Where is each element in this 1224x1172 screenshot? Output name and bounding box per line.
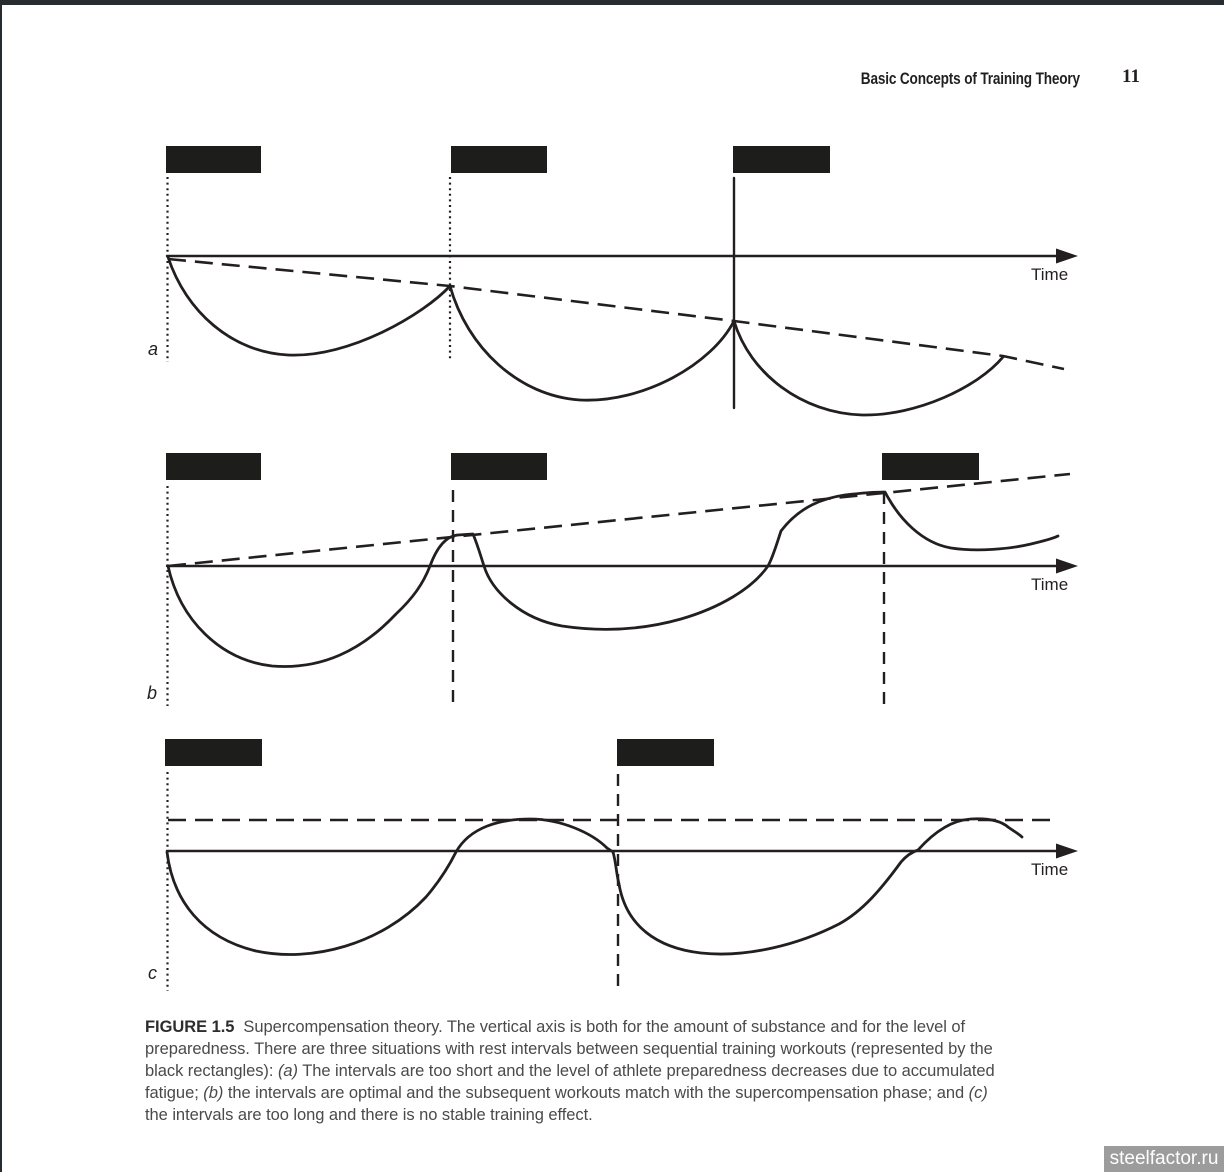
panel-a xyxy=(166,146,1078,415)
panel-label-c: c xyxy=(148,963,157,983)
workout-bar xyxy=(733,146,830,173)
fatigue-recovery-curve xyxy=(450,286,734,400)
caption-line: FIGURE 1.5 Supercompensation theory. The vertical axis is both for the amount of substance and for the level of xyxy=(145,1018,966,1036)
running-head: Basic Concepts of Training Theory xyxy=(860,69,1080,88)
page-number: 11 xyxy=(1122,66,1140,87)
fatigue-recovery-curve xyxy=(734,321,1003,415)
time-axis-label-a: Time xyxy=(1031,265,1069,284)
caption-figure-number: FIGURE 1.5 xyxy=(145,1018,235,1036)
workout-bar xyxy=(166,146,261,173)
rising-trend-dashed-line xyxy=(168,474,1070,566)
workout-bar xyxy=(617,739,714,766)
caption-line: fatigue; (b) the intervals are optimal and the subsequent workouts match with the supercompensation phase; and (c) xyxy=(145,1084,988,1102)
panel-c xyxy=(165,739,1078,991)
workout-bar xyxy=(451,146,547,173)
time-axis-label-b: Time xyxy=(1031,575,1069,594)
workout-bar xyxy=(165,739,262,766)
panel-label-a: a xyxy=(148,339,159,359)
watermark-badge: steelfactor.ru xyxy=(1104,1146,1224,1172)
time-axis-arrow-icon xyxy=(1056,249,1078,264)
workout-bar xyxy=(451,453,547,480)
time-axis-arrow-icon xyxy=(1056,559,1078,574)
time-axis-arrow-icon xyxy=(1056,844,1078,859)
detraining-curve xyxy=(167,819,1022,955)
workout-bar xyxy=(166,453,261,480)
caption-line: preparedness. There are three situations with rest intervals between sequential training workouts (represented by the xyxy=(145,1040,993,1058)
panel-label-b: b xyxy=(147,683,158,703)
workout-bar xyxy=(882,453,979,480)
time-axis-label-c: Time xyxy=(1031,860,1069,879)
figure-caption xyxy=(145,1016,1095,1126)
caption-line: the intervals are too long and there is no stable training effect. xyxy=(145,1106,593,1124)
caption-line: black rectangles): (a) The intervals are too short and the level of athlete preparedness decreases due to accumulated xyxy=(145,1062,995,1080)
declining-trend-dashed-line xyxy=(168,259,1064,369)
supercompensation-curve xyxy=(168,492,1058,667)
panel-b xyxy=(166,453,1078,710)
